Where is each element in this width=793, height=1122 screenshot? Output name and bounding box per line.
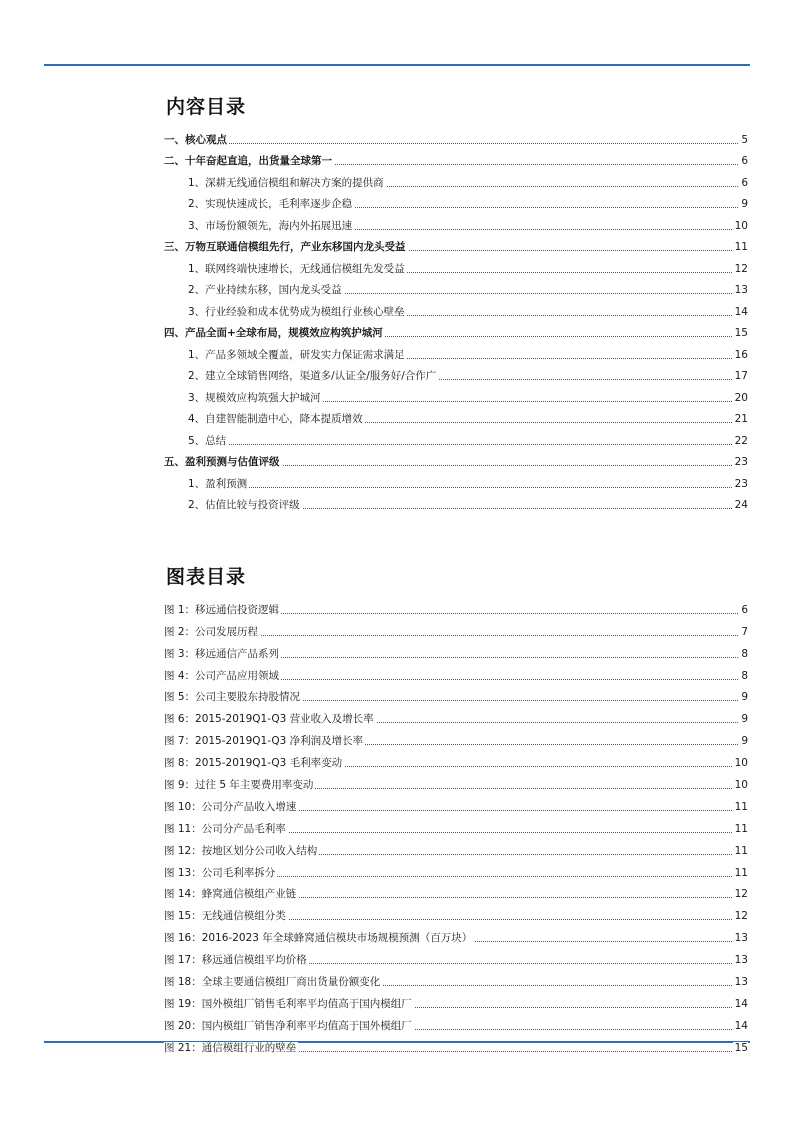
- toc-entry-page: 23: [734, 456, 748, 468]
- figure-entry[interactable]: [164, 725, 748, 747]
- toc-entry[interactable]: [164, 382, 748, 404]
- toc-entry-page: 11: [734, 241, 748, 253]
- figure-entry-label: 图 19：国外模组厂销售毛利率平均值高于国内模组厂: [164, 997, 412, 1010]
- toc-entry[interactable]: [164, 167, 748, 189]
- toc-entry[interactable]: [164, 124, 748, 146]
- toc-entry-page: 22: [734, 434, 748, 447]
- toc-entry-label: 3、行业经验和成本优势成为模组行业核心壁垒: [164, 306, 407, 318]
- figure-entry-label: 图 1：移远通信投资逻辑: [164, 603, 280, 616]
- toc-entry-label: 1、盈利预测: [164, 478, 249, 490]
- toc-entry-page: 23: [734, 477, 748, 490]
- figure-entry[interactable]: [164, 682, 748, 704]
- figure-entry[interactable]: [164, 791, 748, 813]
- toc-entry[interactable]: [164, 210, 748, 232]
- figure-entry-page: 13: [734, 932, 748, 945]
- figure-entry-page: 14: [734, 997, 748, 1010]
- figure-entry-page: 10: [734, 779, 748, 792]
- toc-entry[interactable]: [164, 253, 748, 275]
- figure-entry-page: 9: [741, 713, 748, 726]
- figure-entry-label: 图 20：国内模组厂销售净利率平均值高于国外模组厂: [164, 1019, 412, 1032]
- figure-entry[interactable]: [164, 747, 748, 769]
- toc-entry[interactable]: [164, 275, 748, 297]
- toc-entry-label: 3、市场份额领先，海内外拓展迅速: [164, 220, 354, 232]
- figure-entry-page: 13: [734, 976, 748, 989]
- toc-entry[interactable]: [164, 339, 748, 361]
- toc-entry[interactable]: [164, 232, 748, 254]
- footer-rule: [44, 1041, 750, 1043]
- figure-entry-page: 11: [734, 800, 748, 813]
- figure-entry[interactable]: [164, 857, 748, 879]
- toc-entry-page: 24: [734, 499, 748, 511]
- contents-title: 内容目录: [166, 96, 247, 118]
- figure-entry-page: 13: [734, 954, 748, 967]
- figure-entry-label: 图 13：公司毛利率拆分: [164, 866, 276, 879]
- figure-entry-page: 10: [734, 757, 748, 770]
- toc-entry-page: 6: [741, 176, 748, 189]
- figure-entry-page: 6: [741, 603, 748, 616]
- toc-entry-page: 5: [741, 133, 748, 146]
- figure-entry[interactable]: [164, 944, 748, 966]
- toc-entry-page: 6: [741, 155, 748, 167]
- toc-entry-page: 14: [734, 305, 748, 318]
- toc-entry[interactable]: [164, 404, 748, 426]
- figure-entry[interactable]: [164, 594, 748, 616]
- figure-entry-page: 12: [734, 888, 748, 901]
- toc-entry-label: 四、产品全面+全球布局，规模效应构筑护城河: [164, 327, 383, 339]
- figure-entry-label: 图 4：公司产品应用领域: [164, 669, 280, 682]
- figure-entry[interactable]: [164, 922, 748, 944]
- figure-entry-page: 7: [741, 625, 748, 638]
- figure-entry[interactable]: [164, 638, 748, 660]
- figure-entry-label: 图 12：按地区划分公司收入结构: [164, 844, 318, 857]
- figure-entry-label: 图 2：公司发展历程: [164, 625, 259, 638]
- toc-entry-label: 2、建立全球销售网络，渠道多/认证全/服务好/合作广: [164, 370, 438, 382]
- figure-entry-label: 图 21：通信模组行业的壁垒: [164, 1041, 297, 1054]
- figure-entry[interactable]: [164, 835, 748, 857]
- header-rule: [44, 64, 750, 66]
- toc-entry-label: 2、产业持续东移，国内龙头受益: [164, 284, 344, 296]
- toc-entry[interactable]: [164, 296, 748, 318]
- figure-entry[interactable]: [164, 660, 748, 682]
- toc-entry-label: 1、产品多领域全覆盖，研发实力保证需求满足: [164, 349, 407, 361]
- toc-entry[interactable]: [164, 490, 748, 512]
- figure-entry-label: 图 8：2015-2019Q1-Q3 毛利率变动: [164, 757, 343, 770]
- toc-entry[interactable]: [164, 425, 748, 447]
- toc-entry-label: 五、盈利预测与估值评级: [164, 456, 280, 468]
- toc-entry[interactable]: [164, 189, 748, 211]
- figure-entry[interactable]: [164, 703, 748, 725]
- figure-entry-label: 图 6：2015-2019Q1-Q3 营业收入及增长率: [164, 713, 374, 726]
- toc-entry-page: 16: [734, 348, 748, 361]
- figure-entry-label: 图 5：公司主要股东持股情况: [164, 691, 301, 704]
- figure-entry[interactable]: [164, 1032, 748, 1054]
- toc-entry-page: 10: [734, 219, 748, 232]
- figure-entry-label: 图 3：移远通信产品系列: [164, 647, 280, 660]
- toc-entry-page: 12: [734, 262, 748, 275]
- figure-entry-page: 11: [734, 844, 748, 857]
- figure-entry[interactable]: [164, 900, 748, 922]
- figure-entry-label: 图 16：2016-2023 年全球蜂窝通信模块市场规模预测（百万块）: [164, 932, 473, 945]
- figures-title: 图表目录: [166, 566, 247, 588]
- toc-entry[interactable]: [164, 447, 748, 469]
- figure-entry-label: 图 17：移远通信模组平均价格: [164, 954, 307, 967]
- toc-entry-label: 5、总结: [164, 435, 228, 447]
- figure-index: [164, 594, 748, 1054]
- toc-entry[interactable]: [164, 361, 748, 383]
- figure-entry-page: 9: [741, 735, 748, 748]
- figure-entry-label: 图 7：2015-2019Q1-Q3 净利润及增长率: [164, 735, 364, 748]
- figure-entry-label: 图 9：过往 5 年主要费用率变动: [164, 779, 314, 792]
- toc-entry-label: 2、实现快速成长，毛利率逐步企稳: [164, 198, 354, 210]
- toc-entry-label: 一、核心观点: [164, 133, 227, 146]
- figure-entry-page: 12: [734, 910, 748, 923]
- figure-entry[interactable]: [164, 769, 748, 791]
- figure-entry[interactable]: [164, 966, 748, 988]
- figure-entry-page: 11: [734, 866, 748, 879]
- toc-entry-page: 17: [734, 370, 748, 382]
- figure-entry[interactable]: [164, 1010, 748, 1032]
- toc-entry[interactable]: [164, 468, 748, 490]
- toc-entry-page: 13: [734, 284, 748, 296]
- figure-entry-page: 8: [741, 669, 748, 682]
- figure-entry-label: 图 15：无线通信模组分类: [164, 910, 286, 923]
- toc-entry[interactable]: [164, 146, 748, 168]
- figure-entry-page: 15: [734, 1041, 748, 1054]
- toc-entry-page: 15: [734, 327, 748, 339]
- figure-entry[interactable]: [164, 988, 748, 1010]
- toc-entry-label: 3、规模效应构筑强大护城河: [164, 392, 323, 404]
- figure-entry-label: 图 10：公司分产品收入增速: [164, 800, 297, 813]
- figure-entry[interactable]: [164, 813, 748, 835]
- toc-entry-page: 20: [734, 391, 748, 404]
- toc-entry-label: 1、深耕无线通信模组和解决方案的提供商: [164, 177, 386, 189]
- figure-entry[interactable]: [164, 879, 748, 901]
- figure-entry-page: 11: [734, 822, 748, 835]
- figure-entry-label: 图 14：蜂窝通信模组产业链: [164, 888, 297, 901]
- figure-entry-page: 14: [734, 1019, 748, 1032]
- figure-entry-page: 9: [741, 691, 748, 704]
- figure-entry[interactable]: [164, 616, 748, 638]
- toc-entry-label: 2、估值比较与投资评级: [164, 499, 302, 511]
- toc-entry-label: 4、自建智能制造中心，降本提质增效: [164, 413, 365, 425]
- toc-entry-label: 1、联网终端快速增长，无线通信模组先发受益: [164, 263, 407, 275]
- table-of-contents: [164, 124, 748, 511]
- toc-entry-page: 21: [734, 413, 748, 425]
- figure-entry-label: 图 11：公司分产品毛利率: [164, 822, 286, 835]
- toc-entry[interactable]: [164, 318, 748, 340]
- figure-entry-label: 图 18：全球主要通信模组厂商出货量份额变化: [164, 976, 381, 989]
- figure-entry-page: 8: [741, 647, 748, 660]
- toc-entry-page: 9: [741, 198, 748, 210]
- toc-entry-label: 三、万物互联通信模组先行，产业东移国内龙头受益: [164, 241, 406, 253]
- toc-entry-label: 二、十年奋起直追，出货量全球第一: [164, 155, 332, 167]
